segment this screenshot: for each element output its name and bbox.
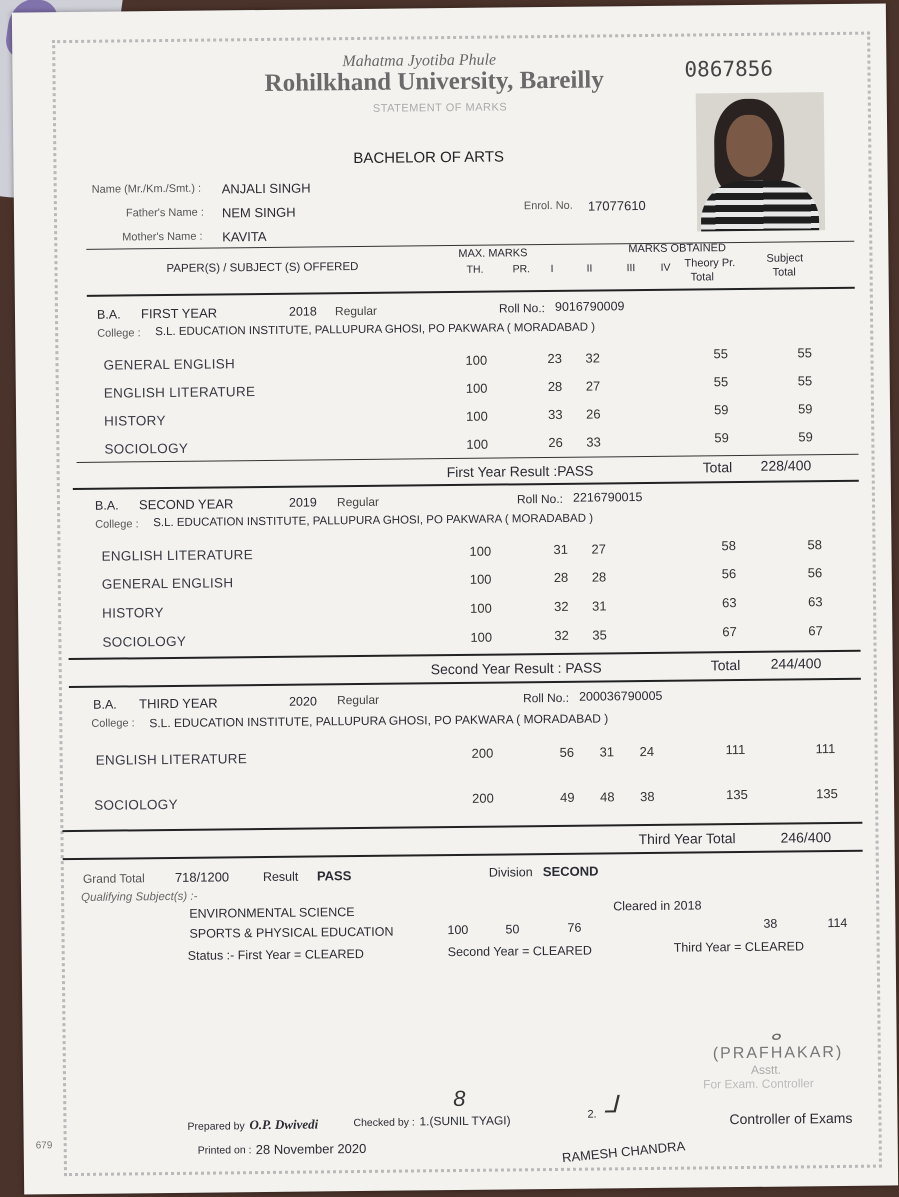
year1-roll: 9016790009 xyxy=(554,299,625,314)
max-marks: 200 xyxy=(472,790,494,806)
subject-total: 55 xyxy=(797,345,812,361)
year1-result: First Year Result :PASS xyxy=(446,462,594,481)
max-marks: 100 xyxy=(466,436,489,452)
father-name-label: Father's Name : xyxy=(125,206,204,220)
marks-paper-1: 28 xyxy=(547,378,563,395)
grand-total-label: Grand Total xyxy=(82,871,145,886)
max-marks: 100 xyxy=(469,543,492,559)
subjects-column-header: PAPER(S) / SUBJECT (S) OFFERED xyxy=(166,260,359,276)
signatory-name: RAMESH CHANDRA xyxy=(561,1138,686,1166)
subject-name: HISTORY xyxy=(102,605,164,621)
marks-paper-3: 24 xyxy=(639,743,655,760)
name-label: Name (Mr./Km./Smt.) : xyxy=(91,182,202,196)
signature-mark-2: ᒧ xyxy=(603,1091,619,1119)
year3-session: 2020 xyxy=(288,694,317,709)
stamp-line2: Asstt. xyxy=(750,1062,782,1077)
year3-title: THIRD YEAR xyxy=(139,695,218,712)
year2-total-label: Total xyxy=(710,657,741,674)
stamp-name: (PRAFHAKAR) xyxy=(712,1043,844,1063)
prepared-label: Prepared by xyxy=(187,1120,245,1133)
degree-title: BACHELOR OF ARTS xyxy=(353,148,505,168)
checked-by-2: 2. xyxy=(587,1108,597,1121)
table-header-rule xyxy=(87,287,855,297)
max-marks: 100 xyxy=(466,408,488,424)
marks-paper-1: 31 xyxy=(553,541,569,557)
marks-paper-1: 49 xyxy=(560,789,575,805)
year3-roll-label: Roll No.: xyxy=(522,690,570,706)
year2-total: 244/400 xyxy=(770,655,822,672)
year2-course: B.A. xyxy=(94,498,119,513)
year1-result-rule xyxy=(77,454,859,463)
student-photo xyxy=(696,92,825,231)
enrol-label: Enrol. No. xyxy=(523,199,573,213)
year1-type: Regular xyxy=(334,303,378,319)
max-marks: 100 xyxy=(469,571,492,587)
year3-total-label: Third Year Total xyxy=(638,830,736,848)
theory-total-header: Total xyxy=(690,271,714,284)
year3-end-rule xyxy=(63,850,863,860)
division-label: Division xyxy=(488,865,533,880)
division: SECOND xyxy=(542,863,599,880)
theory-total: 56 xyxy=(721,566,737,582)
year2-college-label: College : xyxy=(95,518,139,531)
theory-pr-header: Theory Pr. xyxy=(684,257,736,270)
marks-paper-2: 27 xyxy=(591,541,607,557)
marks-paper-1: 26 xyxy=(548,434,563,451)
enrol-number: 17077610 xyxy=(587,197,646,214)
status-third-year: Third Year = CLEARED xyxy=(673,939,805,955)
father-name: NEM SINGH xyxy=(221,204,296,221)
max-marks: 100 xyxy=(470,600,492,616)
year3-college: S.L. EDUCATION INSTITUTE, PALLUPURA GHOSI, PO PAKWARA ( MORADABAD ) xyxy=(149,711,609,731)
max-marks-header: MAX. MARKS xyxy=(458,247,528,260)
col-iv-header: IV xyxy=(660,261,671,274)
marks-paper-1: 56 xyxy=(559,744,575,760)
year3-type: Regular xyxy=(336,692,380,708)
year3-college-label: College : xyxy=(91,717,135,730)
marks-paper-3: 38 xyxy=(640,788,655,805)
subject-name: SOCIOLOGY xyxy=(102,633,187,650)
year2-result-rule xyxy=(69,650,861,660)
controller-of-exams: Controller of Exams xyxy=(729,1109,853,1128)
year2-roll-label: Roll No.: xyxy=(516,491,564,507)
student-name: ANJALI SINGH xyxy=(221,180,311,197)
stamp-line3: For Exam. Controller xyxy=(703,1076,814,1092)
theory-total: 67 xyxy=(722,624,737,640)
subject-total: 63 xyxy=(807,594,823,610)
marks-paper-2: 33 xyxy=(586,434,601,450)
marks-paper-2: 31 xyxy=(599,744,615,760)
theory-total: 135 xyxy=(725,786,748,803)
year3-course: B.A. xyxy=(93,697,117,712)
subject-total: 111 xyxy=(815,741,836,757)
year2-title: SECOND YEAR xyxy=(138,496,234,513)
mother-name-label: Mother's Name : xyxy=(122,230,203,244)
subject-name: GENERAL ENGLISH xyxy=(103,356,236,373)
year2-college: S.L. EDUCATION INSTITUTE, PALLUPURA GHOSI, PO PAKWARA ( MORADABAD ) xyxy=(153,512,594,530)
qualifying-subject-2-max: 100 xyxy=(447,922,469,938)
marks-paper-1: 32 xyxy=(554,627,569,643)
theory-total: 63 xyxy=(721,595,737,611)
theory-total: 111 xyxy=(725,741,746,758)
marksheet xyxy=(12,3,898,1194)
document-type: STATEMENT OF MARKS xyxy=(372,101,508,115)
result-label: Result xyxy=(262,869,299,885)
subject-total: 56 xyxy=(807,565,823,581)
checked-signature-mark: 8 xyxy=(453,1085,466,1112)
col-i-header: I xyxy=(550,262,554,275)
theory-total: 55 xyxy=(713,374,729,390)
checked-label: Checked by : xyxy=(353,1116,415,1130)
subject-name: GENERAL ENGLISH xyxy=(101,575,234,592)
page-code: 679 xyxy=(35,1140,53,1152)
max-marks: 200 xyxy=(471,745,494,761)
year1-college-label: College : xyxy=(97,327,141,340)
marks-paper-2: 27 xyxy=(585,378,601,394)
marks-paper-1: 28 xyxy=(553,569,569,585)
year2-type: Regular xyxy=(336,494,380,510)
status-first-year: Status :- First Year = CLEARED xyxy=(187,946,364,963)
university-line1: Mahatma Jyotiba Phule xyxy=(342,51,497,71)
year1-session: 2018 xyxy=(288,304,317,319)
theory-total: 58 xyxy=(721,538,737,554)
year1-roll-label: Roll No.: xyxy=(498,301,546,316)
year2-end-rule xyxy=(69,678,861,688)
max-marks: 100 xyxy=(465,380,488,396)
col-ii-header: II xyxy=(586,262,593,275)
theory-total: 59 xyxy=(713,402,729,418)
subject-name: SOCIOLOGY xyxy=(94,796,178,813)
checked-by: 1.(SUNIL TYAGI) xyxy=(419,1113,511,1129)
qualifying-subject-1: ENVIRONMENTAL SCIENCE xyxy=(189,905,355,921)
qualifying-subject-2-marks: 76 xyxy=(567,920,582,935)
subject-name: ENGLISH LITERATURE xyxy=(103,384,256,401)
qualifying-subject-2-total: 114 xyxy=(827,915,848,931)
year1-end-rule xyxy=(73,480,859,490)
printed-on: 28 November 2020 xyxy=(255,1140,367,1158)
subject-total: 55 xyxy=(797,373,813,389)
status-second-year: Second Year = CLEARED xyxy=(447,943,592,960)
serial-number: 0867856 xyxy=(684,56,774,82)
year1-course: B.A. xyxy=(96,307,121,322)
marks-obtained-header: MARKS OBTAINED xyxy=(628,242,726,256)
marks-paper-1: 23 xyxy=(547,350,563,367)
university-name: Rohilkhand University, Bareilly xyxy=(264,66,604,97)
marks-paper-2: 48 xyxy=(600,789,615,805)
year1-total-label: Total xyxy=(702,459,733,476)
marks-paper-2: 28 xyxy=(591,569,607,585)
mother-name: KAVITA xyxy=(222,228,267,245)
prepared-by: O.P. Dwivedi xyxy=(249,1116,319,1133)
printed-label: Printed on : xyxy=(197,1144,252,1157)
year2-roll: 2216790015 xyxy=(572,490,643,505)
qualifying-subject-2-min: 50 xyxy=(505,922,520,937)
overall-result: PASS xyxy=(316,868,352,884)
theory-total: 55 xyxy=(713,346,728,362)
year1-total: 228/400 xyxy=(760,457,812,474)
year1-college: S.L. EDUCATION INSTITUTE, PALLUPURA GHOSI, PO PAKWARA ( MORADABAD ) xyxy=(155,321,596,339)
max-pr-header: PR. xyxy=(512,263,531,276)
subject-name: HISTORY xyxy=(104,413,166,429)
subject-total-header: Total xyxy=(772,266,796,279)
subject-name: ENGLISH LITERATURE xyxy=(101,547,254,564)
year1-title: FIRST YEAR xyxy=(140,305,218,322)
max-marks: 100 xyxy=(465,352,488,368)
marks-paper-2: 35 xyxy=(592,627,607,643)
year3-roll: 200036790005 xyxy=(578,688,663,704)
col-iii-header: III xyxy=(626,262,636,275)
subject-total: 67 xyxy=(808,623,823,639)
subject-total: 59 xyxy=(797,401,813,417)
year2-session: 2019 xyxy=(288,495,317,510)
marks-paper-1: 33 xyxy=(547,406,563,423)
subject-header: Subject xyxy=(766,252,804,265)
marks-paper-2: 26 xyxy=(585,406,601,422)
theory-total: 59 xyxy=(714,430,729,446)
year3-result-rule xyxy=(62,822,862,832)
max-th-header: TH. xyxy=(466,263,484,276)
subject-total: 59 xyxy=(798,429,813,445)
marks-paper-2: 32 xyxy=(585,350,601,366)
subject-name: SOCIOLOGY xyxy=(104,440,189,457)
subject-total: 58 xyxy=(807,537,822,553)
qualifying-subject-2-extra: 38 xyxy=(763,916,778,931)
qualifying-subject-2: SPORTS & PHYSICAL EDUCATION xyxy=(189,924,394,941)
year2-result: Second Year Result : PASS xyxy=(430,659,602,678)
year3-total: 246/400 xyxy=(780,829,832,846)
marks-paper-1: 32 xyxy=(554,598,569,614)
subject-name: ENGLISH LITERATURE xyxy=(95,751,248,768)
stamp-initial: ⴰ xyxy=(770,1026,782,1044)
qualifying-subject-1-note: Cleared in 2018 xyxy=(613,898,702,914)
subject-total: 135 xyxy=(815,786,838,802)
grand-total: 718/1200 xyxy=(174,869,230,885)
marks-paper-2: 31 xyxy=(592,598,607,614)
qualifying-label: Qualifying Subject(s) :- xyxy=(81,890,198,904)
max-marks: 100 xyxy=(470,629,493,645)
